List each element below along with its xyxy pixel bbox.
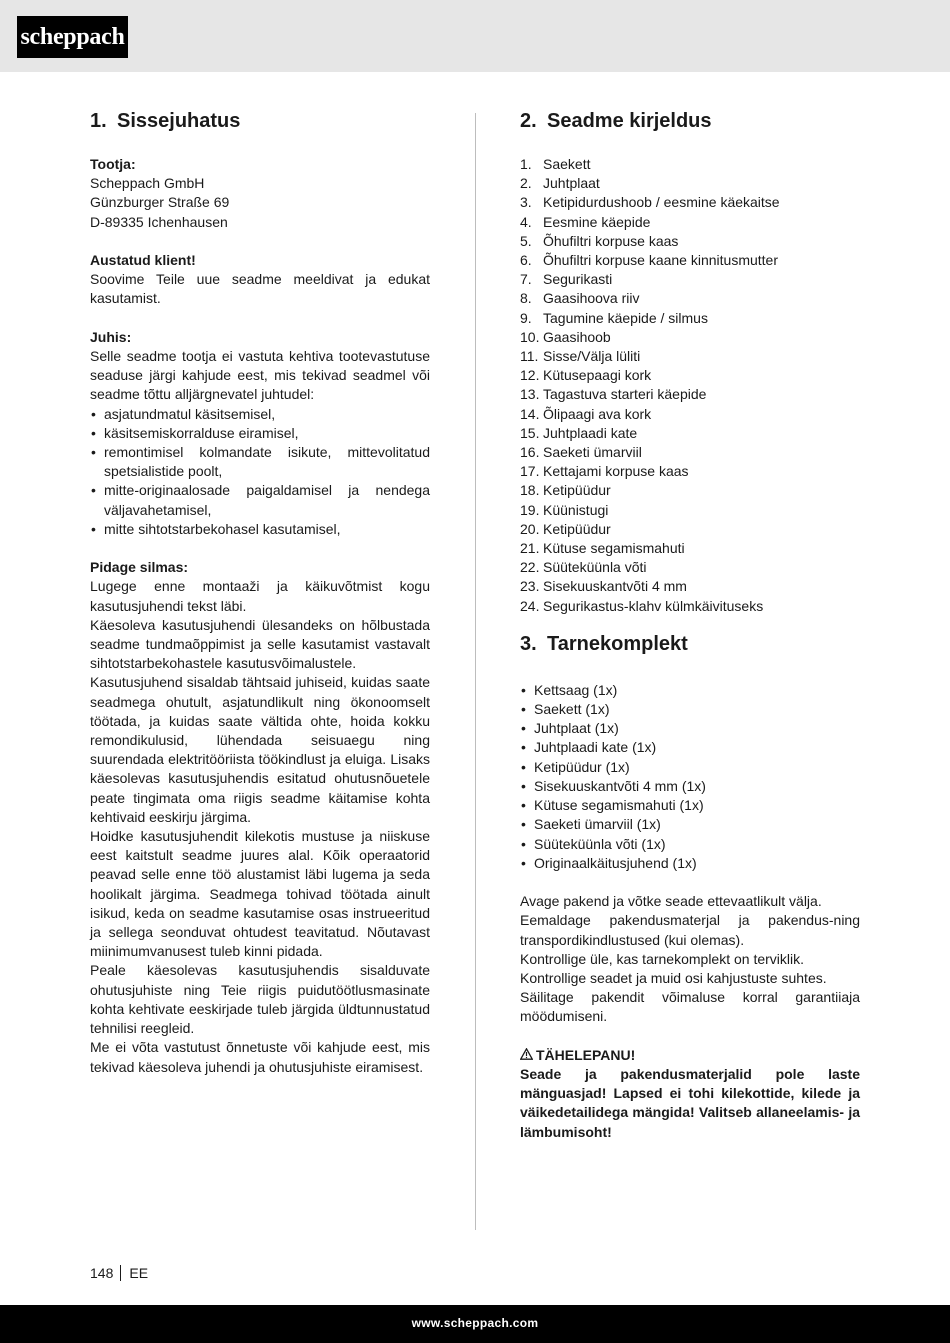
- right-column: [520, 108, 860, 1142]
- list-item: 12. Kütusepaagi kork: [520, 367, 652, 384]
- unpacking-paragraph: Kontrollige seadet ja muid osi kahjustuste suhtes.: [520, 969, 827, 986]
- list-item: • mitte-originaalosade paigaldamisel ja nendega väljavahetamisel,: [90, 481, 430, 519]
- left-column: [90, 108, 430, 1077]
- unpacking-paragraph: Kontrollige üle, kas tarnekomplekt on terviklik.: [520, 950, 805, 967]
- list-item: 24. Segurikastus-klahv külmkäivituseks: [520, 597, 764, 614]
- list-item: • Juhtplaadi kate (1x): [520, 738, 860, 757]
- list-item: 20. Ketipüüdur: [520, 520, 611, 537]
- manufacturer-line: D-89335 Ichenhausen: [90, 213, 228, 230]
- warning-triangle-icon: [520, 1046, 536, 1065]
- list-item: • Kettsaag (1x): [520, 681, 860, 700]
- list-item: • Juhtplaat (1x): [520, 719, 860, 738]
- list-item: 1. Saekett: [520, 156, 591, 172]
- list-item: • käsitsemiskorralduse eiramisel,: [90, 424, 430, 443]
- list-item: 15. Juhtplaadi kate: [520, 424, 638, 441]
- warning-text: Seade ja pakendusmaterjalid pole laste mänguasjad! Lapsed ei tohi kilekottide, kilede ja väikedetailidega mängida! Valitseb allaneelamis- ja lämbumisoht!: [520, 1065, 860, 1140]
- customer-heading: Austatud klient!: [90, 252, 196, 268]
- list-item: 8. Gaasihoova riiv: [520, 290, 640, 307]
- list-item: • asjatundmatul käsitsemisel,: [90, 405, 430, 424]
- parts-list: [520, 155, 860, 616]
- list-item: 19. Küünistugi: [520, 501, 609, 518]
- unpacking-paragraph: Eemaldage pakendusmaterjal ja pakendus-ning transpordikindlustused (kui olemas).: [520, 912, 860, 948]
- list-item: 3. Ketipidurdushoob / eesmine käekaitse: [520, 194, 780, 211]
- attention-paragraph: Käesoleva kasutusjuhendi ülesandeks on hõlbustada seadme tundmaõppimist ja selle kasutamist vastavalt sihtotstarbekohastele kasutusvõimalustele.: [90, 616, 430, 672]
- note-text: Selle seadme tootja ei vastuta kehtiva tootevastutuse seaduse järgi kahjude eest, mis tekivad seadmel või seadme tõttu alljärgnevatel juhtudel:: [90, 348, 430, 403]
- section-3-heading: 3. Tarnekomplekt: [520, 632, 688, 655]
- attention-paragraph: Peale käesolevas kasutusjuhendis sisalduvate ohutusjuhiste ning Teie riigis puidutöötlusmasinate kohta kehtivate eeskirjade tuleb järgida üldtunnustatud tehnilisi reegleid.: [90, 962, 430, 1037]
- note-heading: Juhis:: [90, 328, 132, 345]
- list-item: 23. Sisekuuskantvõti 4 mm: [520, 578, 687, 595]
- list-item: 18. Ketipüüdur: [520, 482, 611, 499]
- list-item: 17. Kettajami korpuse kaas: [520, 463, 689, 480]
- note-bullet-list: [90, 405, 430, 539]
- customer-text: Soovime Teile uue seadme meeldivat ja edukat kasutamist.: [90, 271, 430, 307]
- warning-heading: TÄHELEPANU!: [520, 1046, 860, 1065]
- list-item: 6. Õhufiltri korpuse kaane kinnitusmutter: [520, 252, 778, 269]
- language-code: EE: [129, 1265, 149, 1281]
- list-item: 9. Tagumine käepide / silmus: [520, 309, 708, 326]
- list-item: • mitte sihtotstarbekohasel kasutamisel,: [90, 520, 430, 539]
- attention-paragraph: Lugege enne montaaži ja käikuvõtmist kogu kasutusjuhendi tekst läbi.: [90, 578, 430, 614]
- page-number-area: [90, 1264, 148, 1283]
- list-item: • Saekett (1x): [520, 700, 860, 719]
- list-item: • Originaalkäitusjuhend (1x): [520, 854, 860, 873]
- list-item: 11. Sisse/Välja lüliti: [520, 348, 641, 365]
- list-item: • remontimisel kolmandate isikute, mittevolitatud spetsialistide poolt,: [90, 443, 430, 481]
- attention-paragraph: Me ei võta vastutust õnnetuste või kahjude eest, mis tekivad käesoleva juhendi ja ohutusjuhiste eiramisest.: [90, 1039, 430, 1075]
- list-item: 4. Eesmine käepide: [520, 213, 651, 230]
- page-number: 148: [90, 1265, 114, 1281]
- scheppach-logo: scheppach: [17, 16, 128, 58]
- attention-paragraph: Kasutusjuhend sisaldab tähtsaid juhiseid, kuidas saate seadmega ohutult, asjatundlikult ning ökonoomselt töötada, ja kuidas saate vältida ohte, hoida kokku remondikulusid, lühendada seisuaegu ning suurendada elektritööriista töökindlust ja eluiga. Lisaks käesolevas kasutusjuhendis esitatud ohutusnõuetele peate tingimata oma riigis seadme käitamise kohta kehtivaid eeskirju järgima.: [90, 674, 430, 825]
- attention-heading: Pidage silmas:: [90, 559, 189, 576]
- list-item: 10. Gaasihoob: [520, 328, 611, 345]
- manufacturer-line: Günzburger Straße 69: [90, 194, 230, 211]
- unpacking-paragraph: Avage pakend ja võtke seade ettevaatlikult välja.: [520, 893, 822, 910]
- manufacturer-heading: Tootja:: [90, 156, 136, 172]
- list-item: • Ketipüüdur (1x): [520, 758, 860, 777]
- list-item: 5. Õhufiltri korpuse kaas: [520, 232, 679, 249]
- list-item: • Kütuse segamismahuti (1x): [520, 796, 860, 815]
- column-divider: [475, 113, 476, 1230]
- page-header: [0, 0, 950, 72]
- list-item: • Süüteküünla võti (1x): [520, 835, 860, 854]
- list-item: 14. Õlipaagi ava kork: [520, 405, 652, 422]
- list-item: 21. Kütuse segamismahuti: [520, 540, 685, 557]
- list-item: • Sisekuuskantvõti 4 mm (1x): [520, 777, 860, 796]
- list-item: 13. Tagastuva starteri käepide: [520, 386, 707, 403]
- list-item: • Saeketi ümarviil (1x): [520, 815, 860, 834]
- website-link[interactable]: www.scheppach.com: [411, 1316, 539, 1330]
- list-item: 22. Süüteküünla võti: [520, 559, 647, 576]
- attention-paragraph: Hoidke kasutusjuhendit kilekotis mustuse ja niiskuse eest kaitstult seadme juures alal. Kõik operaatorid peavad selle enne töö alustamist läbi lugema ja seda hoolikalt järgima. Seadmega tohivad töötada ainult isikud, keda on seadme kasutamise osas instrueeritud ja sellega seonduvat ohtudest teavitatud. Nõutavast miinimumvanusest tuleb kinni pidada.: [90, 828, 430, 960]
- page-footer: [0, 1305, 950, 1343]
- list-item: 2. Juhtplaat: [520, 175, 600, 192]
- manufacturer-line: Scheppach GmbH: [90, 175, 205, 192]
- unpacking-paragraph: Säilitage pakendit võimaluse korral garantiiaja möödumiseni.: [520, 989, 860, 1025]
- section-2-heading: 2. Seadme kirjeldus: [520, 110, 712, 132]
- section-1-heading: 1. Sissejuhatus: [90, 110, 241, 132]
- delivery-list: [520, 681, 860, 873]
- list-item: 7. Segurikasti: [520, 271, 613, 288]
- list-item: 16. Saeketi ümarviil: [520, 444, 642, 461]
